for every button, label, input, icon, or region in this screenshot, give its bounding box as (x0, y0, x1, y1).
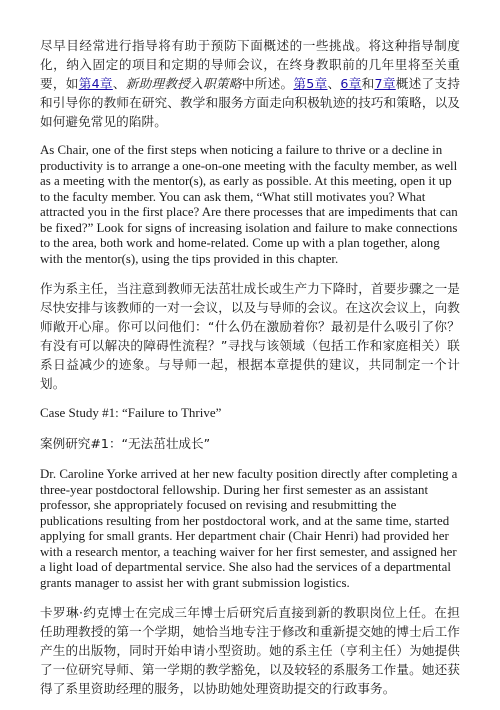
paragraph-mentoring-zh (40, 36, 460, 131)
paragraph-chair-en: As Chair, one of the first steps when noticing a failure to thrive or a decline in productivity is to arrange a one-on-one meeting with the faculty member, as well as a meeting with the mentor(s), as early as possible. At this meeting, open it up to the faculty member. You can ask them, “What still motivates you? What attracted you in the first place? Are there processes that are impediments that can be fixed?” Look for signs of increasing isolation and failure to make connections to the area, both work and home-related. Come up with a plan together, along with the mentor(s), using the tips provided in this chapter. (40, 143, 458, 266)
case-study-heading-en: Case Study #1: “Failure to Thrive” (40, 405, 222, 420)
case-study-heading-zh: 案例研究#1：“无法茁壮成长” (40, 436, 211, 451)
paragraph-text: 中所述。 (241, 76, 294, 91)
book-title: 新助理教授入职策略 (125, 76, 242, 91)
chapter-6-link[interactable]: 6章 (340, 76, 362, 91)
paragraph-case-en: Dr. Caroline Yorke arrived at her new faculty position directly after completing a three-year postdoctoral fellowship. During her first semester as an assistant professor, she appropriately focused on revising and resubmitting the publications resulting from her postdoctoral work, and at the same time, started applying for small grants. Her department chair (Chair Henri) had provided her with a research mentor, a teaching waiver for her first semester, and assigned her a light load of departmental service. She also had the services of a departmental grants manager to assist her with grant submission logistics. (40, 467, 458, 590)
paragraph-text: 、 (327, 76, 341, 91)
paragraph-text: 尽早目经常进行指导将有助于预防下面概述的一些挑战。将这种指导制度化，纳入固定的项目和定期的导师会议，在终身教职前的几年里将至关重要，如 (40, 38, 460, 91)
paragraph-text: 概述了支持和引导你的教师在研究、教学和服务方面走向积极轨迹的技巧和策略，以及如何避免常见的陷阱。 (40, 76, 461, 129)
chapter-4-link[interactable]: 第4章 (78, 76, 113, 91)
document-page (40, 0, 460, 710)
chapter-5-link[interactable]: 第5章 (293, 76, 328, 91)
chapter-7-link[interactable]: 7章 (374, 76, 396, 91)
paragraph-text: 、 (112, 76, 126, 91)
paragraph-text: 和 (361, 76, 375, 91)
paragraph-chair-zh: 作为系主任，当注意到教师无法茁壮成长或生产力下降时，首要步骤之一是尽快安排与该教师的一对一会议，以及与导师的会议。在这次会议上，向教师敞开心扉。你可以问他们：“什么仍在激励着你？最初是什么吸引了你？有没有可以解决的障碍性流程？”寻找与该领域（包括工作和家庭相关）联系日益减少的迹象。与导师一起，根据本章提供的建议，共同制定一个计划。 (40, 281, 460, 391)
paragraph-case-zh: 卡罗琳·约克博士在完成三年博士后研究后直接到新的教职岗位上任。在担任助理教授的第一个学期，她恰当地专注于修改和重新提交她的博士后工作产生的出版物，同时开始申请小型资助。她的系主任（亨利主任）为她提供了一位研究导师、第一学期的教学豁免，以及较轻的系服务工作量。她还获得了系里资助经理的服务，以协助她处理资助提交的行政事务。 (40, 605, 460, 696)
